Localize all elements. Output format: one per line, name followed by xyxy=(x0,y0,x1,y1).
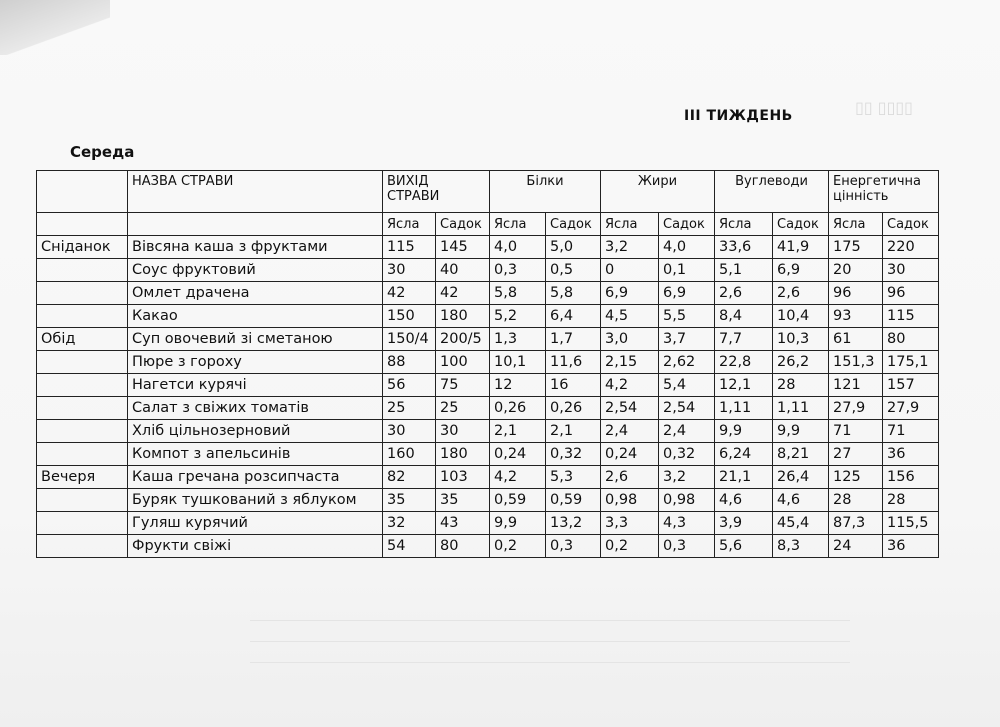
meal-cell: Вечеря xyxy=(37,466,128,489)
value-cell: 2,6 xyxy=(601,466,659,489)
value-cell: 4,3 xyxy=(659,512,715,535)
value-cell: 20 xyxy=(829,259,883,282)
dish-name-cell: Пюре з гороху xyxy=(128,351,383,374)
dish-name-cell: Нагетси курячі xyxy=(128,374,383,397)
value-cell: 25 xyxy=(436,397,490,420)
value-cell: 1,11 xyxy=(773,397,829,420)
value-cell: 4,0 xyxy=(490,236,546,259)
value-cell: 6,24 xyxy=(715,443,773,466)
value-cell: 35 xyxy=(436,489,490,512)
value-cell: 115 xyxy=(883,305,939,328)
value-cell: 125 xyxy=(829,466,883,489)
value-cell: 0,32 xyxy=(546,443,601,466)
header-kindergarten: Садок xyxy=(883,213,939,236)
value-cell: 1,11 xyxy=(715,397,773,420)
value-cell: 151,3 xyxy=(829,351,883,374)
value-cell: 6,9 xyxy=(601,282,659,305)
value-cell: 30 xyxy=(383,259,436,282)
value-cell: 0,5 xyxy=(546,259,601,282)
value-cell: 8,3 xyxy=(773,535,829,558)
value-cell: 25 xyxy=(383,397,436,420)
bleed-through-decoration xyxy=(250,600,850,670)
value-cell: 4,5 xyxy=(601,305,659,328)
value-cell: 6,9 xyxy=(773,259,829,282)
value-cell: 5,2 xyxy=(490,305,546,328)
table-row xyxy=(37,535,939,558)
value-cell: 6,4 xyxy=(546,305,601,328)
value-cell: 9,9 xyxy=(773,420,829,443)
value-cell: 0,24 xyxy=(490,443,546,466)
value-cell: 2,1 xyxy=(546,420,601,443)
header-blank xyxy=(37,213,128,236)
value-cell: 42 xyxy=(383,282,436,305)
value-cell: 0,26 xyxy=(490,397,546,420)
table-row xyxy=(37,236,939,259)
table-row xyxy=(37,259,939,282)
value-cell: 2,54 xyxy=(659,397,715,420)
value-cell: 0,3 xyxy=(546,535,601,558)
value-cell: 3,0 xyxy=(601,328,659,351)
value-cell: 115 xyxy=(383,236,436,259)
value-cell: 24 xyxy=(829,535,883,558)
value-cell: 150 xyxy=(383,305,436,328)
value-cell: 5,6 xyxy=(715,535,773,558)
page-fold-shadow xyxy=(0,0,110,55)
value-cell: 5,0 xyxy=(546,236,601,259)
header-nursery: Ясла xyxy=(829,213,883,236)
value-cell: 5,8 xyxy=(490,282,546,305)
header-kindergarten: Садок xyxy=(773,213,829,236)
dish-name-cell: Какао xyxy=(128,305,383,328)
header-meal-cell xyxy=(37,171,128,213)
menu-table-body xyxy=(37,236,939,558)
value-cell: 2,6 xyxy=(773,282,829,305)
value-cell: 28 xyxy=(829,489,883,512)
value-cell: 2,1 xyxy=(490,420,546,443)
header-energy: Енергетична цінність xyxy=(829,171,939,213)
header-carbs: Вуглеводи xyxy=(715,171,829,213)
value-cell: 8,21 xyxy=(773,443,829,466)
value-cell: 87,3 xyxy=(829,512,883,535)
value-cell: 220 xyxy=(883,236,939,259)
week-heading: III ТИЖДЕНЬ xyxy=(684,108,793,124)
value-cell: 3,9 xyxy=(715,512,773,535)
table-row xyxy=(37,282,939,305)
value-cell: 175 xyxy=(829,236,883,259)
meal-cell xyxy=(37,512,128,535)
table-row xyxy=(37,466,939,489)
value-cell: 0,3 xyxy=(659,535,715,558)
value-cell: 5,4 xyxy=(659,374,715,397)
value-cell: 21,1 xyxy=(715,466,773,489)
value-cell: 82 xyxy=(383,466,436,489)
value-cell: 1,3 xyxy=(490,328,546,351)
value-cell: 26,4 xyxy=(773,466,829,489)
meal-cell xyxy=(37,282,128,305)
header-proteins: Білки xyxy=(490,171,601,213)
value-cell: 7,7 xyxy=(715,328,773,351)
value-cell: 32 xyxy=(383,512,436,535)
dish-name-cell: Компот з апельсинів xyxy=(128,443,383,466)
value-cell: 5,3 xyxy=(546,466,601,489)
value-cell: 4,6 xyxy=(773,489,829,512)
value-cell: 27 xyxy=(829,443,883,466)
value-cell: 3,3 xyxy=(601,512,659,535)
value-cell: 16 xyxy=(546,374,601,397)
meal-cell xyxy=(37,489,128,512)
value-cell: 0,59 xyxy=(546,489,601,512)
meal-cell xyxy=(37,443,128,466)
value-cell: 4,6 xyxy=(715,489,773,512)
value-cell: 93 xyxy=(829,305,883,328)
value-cell: 36 xyxy=(883,443,939,466)
value-cell: 71 xyxy=(829,420,883,443)
value-cell: 2,15 xyxy=(601,351,659,374)
value-cell: 80 xyxy=(883,328,939,351)
dish-name-cell: Каша гречана розсипчаста xyxy=(128,466,383,489)
table-row xyxy=(37,512,939,535)
meal-cell xyxy=(37,259,128,282)
value-cell: 10,4 xyxy=(773,305,829,328)
header-blank xyxy=(128,213,383,236)
value-cell: 0 xyxy=(601,259,659,282)
header-nursery: Ясла xyxy=(490,213,546,236)
value-cell: 27,9 xyxy=(829,397,883,420)
value-cell: 2,4 xyxy=(659,420,715,443)
header-kindergarten: Садок xyxy=(659,213,715,236)
value-cell: 56 xyxy=(383,374,436,397)
value-cell: 11,6 xyxy=(546,351,601,374)
value-cell: 26,2 xyxy=(773,351,829,374)
value-cell: 2,54 xyxy=(601,397,659,420)
value-cell: 0,3 xyxy=(490,259,546,282)
value-cell: 3,7 xyxy=(659,328,715,351)
value-cell: 33,6 xyxy=(715,236,773,259)
value-cell: 8,4 xyxy=(715,305,773,328)
value-cell: 180 xyxy=(436,443,490,466)
header-fats: Жири xyxy=(601,171,715,213)
header-output: ВИХІД СТРАВИ xyxy=(383,171,490,213)
table-row xyxy=(37,443,939,466)
value-cell: 0,1 xyxy=(659,259,715,282)
value-cell: 88 xyxy=(383,351,436,374)
value-cell: 0,32 xyxy=(659,443,715,466)
value-cell: 156 xyxy=(883,466,939,489)
dish-name-cell: Салат з свіжих томатів xyxy=(128,397,383,420)
dish-name-cell: Хліб цільнозерновий xyxy=(128,420,383,443)
header-nursery: Ясла xyxy=(715,213,773,236)
value-cell: 10,1 xyxy=(490,351,546,374)
meal-cell: Сніданок xyxy=(37,236,128,259)
menu-table xyxy=(36,170,939,558)
value-cell: 30 xyxy=(383,420,436,443)
value-cell: 96 xyxy=(829,282,883,305)
meal-cell xyxy=(37,351,128,374)
value-cell: 0,26 xyxy=(546,397,601,420)
value-cell: 36 xyxy=(883,535,939,558)
value-cell: 12 xyxy=(490,374,546,397)
value-cell: 4,2 xyxy=(490,466,546,489)
bleed-through-decoration: ▯▯▯▯ ▯▯ xyxy=(855,98,913,117)
dish-name-cell: Омлет драчена xyxy=(128,282,383,305)
value-cell: 2,6 xyxy=(715,282,773,305)
header-kindergarten: Садок xyxy=(436,213,490,236)
value-cell: 71 xyxy=(883,420,939,443)
value-cell: 0,98 xyxy=(659,489,715,512)
value-cell: 22,8 xyxy=(715,351,773,374)
value-cell: 9,9 xyxy=(715,420,773,443)
value-cell: 4,2 xyxy=(601,374,659,397)
value-cell: 43 xyxy=(436,512,490,535)
value-cell: 103 xyxy=(436,466,490,489)
header-kindergarten: Садок xyxy=(546,213,601,236)
value-cell: 27,9 xyxy=(883,397,939,420)
value-cell: 42 xyxy=(436,282,490,305)
header-nursery: Ясла xyxy=(601,213,659,236)
value-cell: 96 xyxy=(883,282,939,305)
value-cell: 180 xyxy=(436,305,490,328)
value-cell: 9,9 xyxy=(490,512,546,535)
value-cell: 61 xyxy=(829,328,883,351)
value-cell: 1,7 xyxy=(546,328,601,351)
table-row xyxy=(37,328,939,351)
value-cell: 12,1 xyxy=(715,374,773,397)
value-cell: 115,5 xyxy=(883,512,939,535)
value-cell: 145 xyxy=(436,236,490,259)
meal-cell xyxy=(37,305,128,328)
value-cell: 5,1 xyxy=(715,259,773,282)
meal-cell xyxy=(37,420,128,443)
value-cell: 6,9 xyxy=(659,282,715,305)
value-cell: 0,98 xyxy=(601,489,659,512)
value-cell: 5,8 xyxy=(546,282,601,305)
value-cell: 40 xyxy=(436,259,490,282)
value-cell: 54 xyxy=(383,535,436,558)
value-cell: 2,4 xyxy=(601,420,659,443)
value-cell: 175,1 xyxy=(883,351,939,374)
dish-name-cell: Соус фруктовий xyxy=(128,259,383,282)
value-cell: 100 xyxy=(436,351,490,374)
value-cell: 160 xyxy=(383,443,436,466)
value-cell: 28 xyxy=(883,489,939,512)
value-cell: 41,9 xyxy=(773,236,829,259)
meal-cell xyxy=(37,397,128,420)
value-cell: 150/4 xyxy=(383,328,436,351)
value-cell: 13,2 xyxy=(546,512,601,535)
dish-name-cell: Буряк тушкований з яблуком xyxy=(128,489,383,512)
header-dish-name: НАЗВА СТРАВИ xyxy=(128,171,383,213)
dish-name-cell: Фрукти свіжі xyxy=(128,535,383,558)
value-cell: 0,2 xyxy=(601,535,659,558)
value-cell: 0,59 xyxy=(490,489,546,512)
value-cell: 10,3 xyxy=(773,328,829,351)
table-row xyxy=(37,420,939,443)
value-cell: 45,4 xyxy=(773,512,829,535)
value-cell: 5,5 xyxy=(659,305,715,328)
dish-name-cell: Гуляш курячий xyxy=(128,512,383,535)
value-cell: 121 xyxy=(829,374,883,397)
value-cell: 200/5 xyxy=(436,328,490,351)
table-row xyxy=(37,374,939,397)
value-cell: 0,2 xyxy=(490,535,546,558)
value-cell: 30 xyxy=(436,420,490,443)
table-row xyxy=(37,489,939,512)
value-cell: 0,24 xyxy=(601,443,659,466)
value-cell: 75 xyxy=(436,374,490,397)
table-row xyxy=(37,397,939,420)
value-cell: 2,62 xyxy=(659,351,715,374)
value-cell: 80 xyxy=(436,535,490,558)
value-cell: 28 xyxy=(773,374,829,397)
table-row xyxy=(37,351,939,374)
dish-name-cell: Вівсяна каша з фруктами xyxy=(128,236,383,259)
dish-name-cell: Суп овочевий зі сметаною xyxy=(128,328,383,351)
meal-cell xyxy=(37,535,128,558)
value-cell: 4,0 xyxy=(659,236,715,259)
meal-cell xyxy=(37,374,128,397)
value-cell: 30 xyxy=(883,259,939,282)
value-cell: 3,2 xyxy=(601,236,659,259)
value-cell: 3,2 xyxy=(659,466,715,489)
value-cell: 35 xyxy=(383,489,436,512)
header-nursery: Ясла xyxy=(383,213,436,236)
value-cell: 157 xyxy=(883,374,939,397)
table-row xyxy=(37,305,939,328)
day-heading: Середа xyxy=(70,143,135,161)
meal-cell: Обід xyxy=(37,328,128,351)
